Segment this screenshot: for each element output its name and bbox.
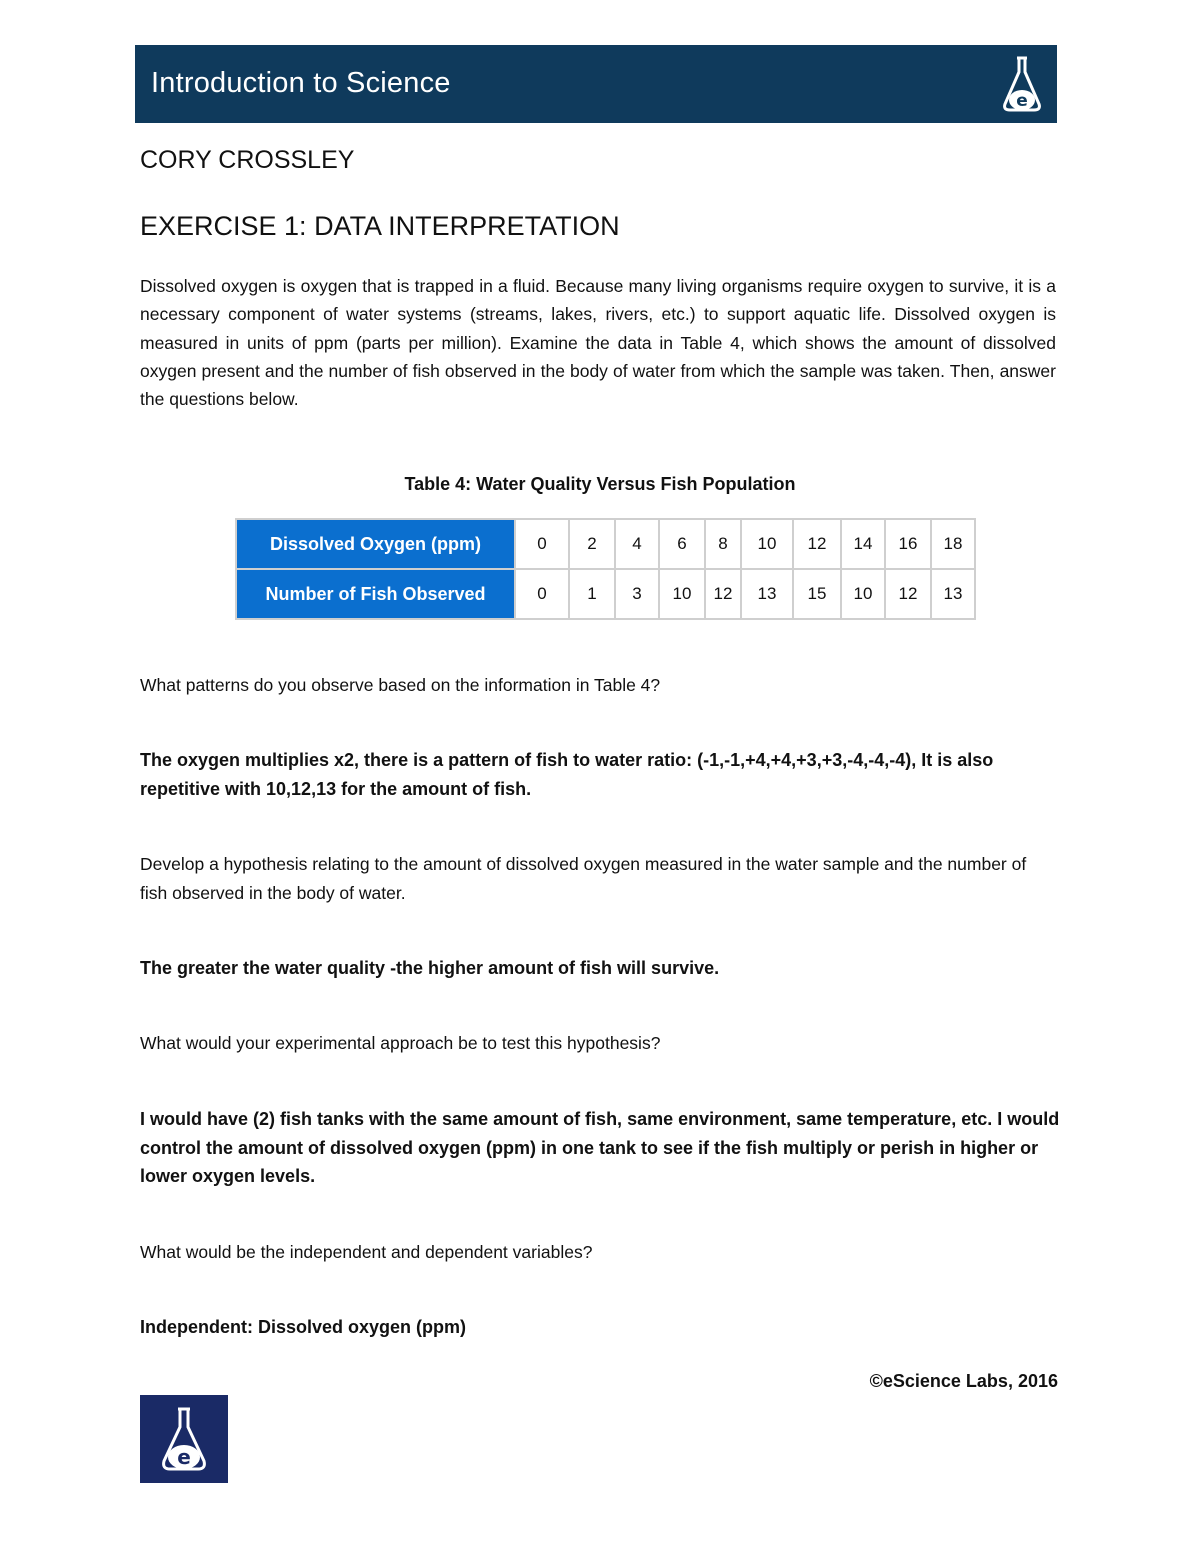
table-row	[236, 519, 975, 569]
student-name: CORY CROSSLEY	[140, 146, 355, 174]
table-cell: 13	[741, 569, 793, 619]
table-cell: 10	[741, 519, 793, 569]
footer-logo	[140, 1395, 228, 1483]
intro-paragraph: Dissolved oxygen is oxygen that is trapped in a fluid. Because many living organisms require oxygen to survive, it is a necessary component of water systems (streams, lakes, rivers, etc.) to support aquatic life. Dissolved oxygen is measured in units of ppm (parts per million). Examine the data in Table 4, which shows the amount of dissolved oxygen present and the number of fish observed in the body of water from which the sample was taken. Then, answer the questions below.	[140, 276, 1056, 410]
svg-text:e: e	[177, 1445, 191, 1469]
table-cell: 14	[841, 519, 885, 569]
question-3: What would your experimental approach be to test this hypothesis?	[140, 1033, 661, 1053]
table-cell: 18	[931, 519, 975, 569]
table-cell: 8	[705, 519, 741, 569]
answer-4: Independent: Dissolved oxygen (ppm)	[140, 1317, 467, 1337]
row-header: Dissolved Oxygen (ppm)	[236, 519, 515, 569]
flask-e-logo-icon	[997, 54, 1047, 116]
table-cell: 16	[885, 519, 931, 569]
table-cell: 12	[885, 569, 931, 619]
table-cell: 12	[705, 569, 741, 619]
question-2: Develop a hypothesis relating to the amount of dissolved oxygen measured in the water sample and the number of fish observed in the body of water.	[140, 854, 1027, 903]
table-cell: 0	[515, 569, 569, 619]
table-caption: Table 4: Water Quality Versus Fish Population	[404, 474, 796, 494]
copyright-notice: ©eScience Labs, 2016	[869, 1371, 1058, 1391]
table-cell: 0	[515, 519, 569, 569]
exercise-title: EXERCISE 1: DATA INTERPRETATION	[140, 211, 620, 241]
course-title: Introduction to Science	[151, 67, 451, 99]
row-header: Number of Fish Observed	[236, 569, 515, 619]
question-4: What would be the independent and dependent variables?	[140, 1242, 593, 1262]
answer-3: I would have (2) fish tanks with the same amount of fish, same environment, same temperature, etc. I would control the amount of dissolved oxygen (ppm) in one tank to see if the fish multiply or perish in higher or lower oxygen levels.	[140, 1109, 1060, 1186]
answer-1: The oxygen multiplies x2, there is a pattern of fish to water ratio: (-1,-1,+4,+4,+3,+3,-4,-4,-4), It is also repetitive with 10,12,13 for the amount of fish.	[140, 750, 994, 799]
answer-2: The greater the water quality -the higher amount of fish will survive.	[140, 958, 720, 978]
flask-e-logo-icon	[140, 1395, 228, 1483]
table-cell: 10	[841, 569, 885, 619]
table-cell: 10	[659, 569, 705, 619]
table-row	[236, 569, 975, 619]
table-cell: 2	[569, 519, 615, 569]
header-banner	[135, 45, 1057, 123]
table-cell: 6	[659, 519, 705, 569]
question-1: What patterns do you observe based on the information in Table 4?	[140, 675, 661, 695]
table-cell: 1	[569, 569, 615, 619]
table-cell: 15	[793, 569, 841, 619]
table-cell: 4	[615, 519, 659, 569]
svg-text:e: e	[1016, 91, 1028, 111]
table-cell: 12	[793, 519, 841, 569]
data-table	[235, 518, 976, 620]
table-cell: 3	[615, 569, 659, 619]
table-cell: 13	[931, 569, 975, 619]
